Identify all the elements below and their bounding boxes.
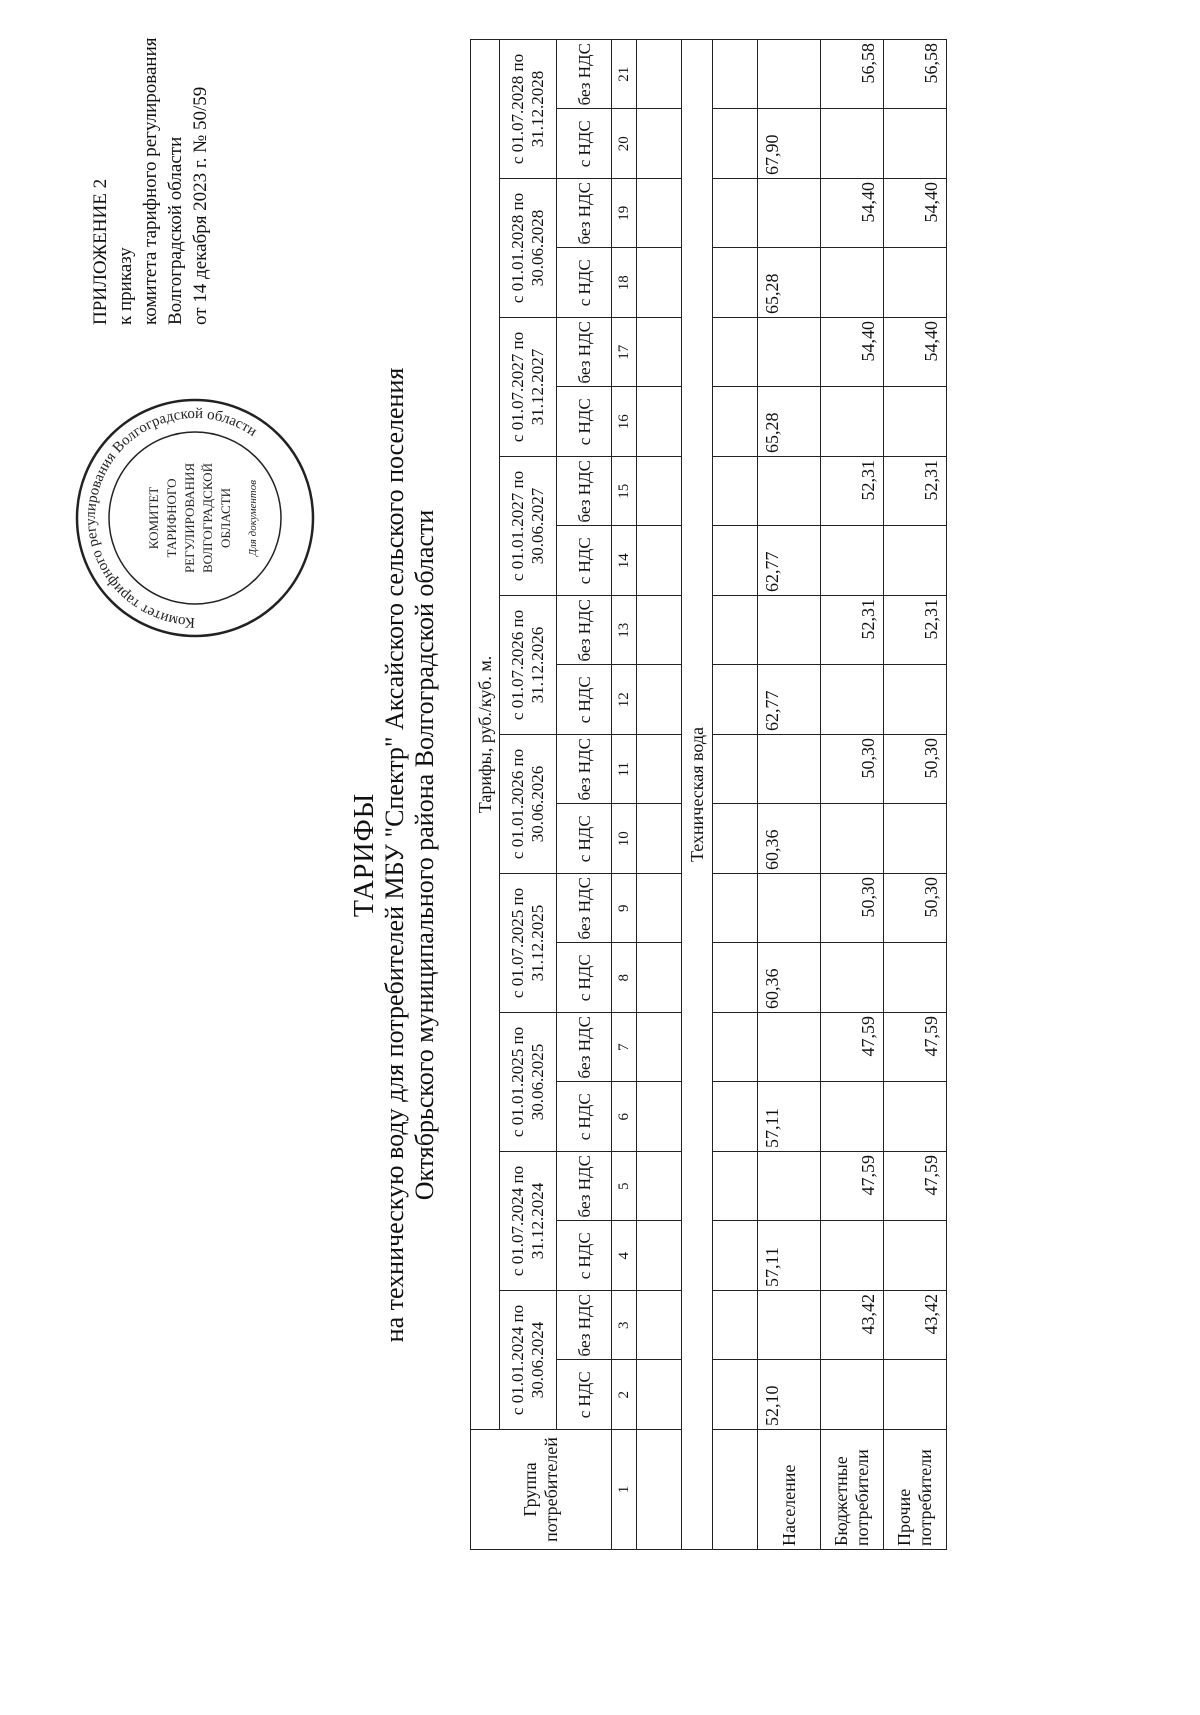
empty-cell [713,39,758,109]
consumer-group-name: Бюджетные потребители [821,1430,884,1550]
empty-cell [637,943,682,1013]
tariffs-table [470,39,947,1550]
tariff-without-vat: 47,59 [884,1013,947,1083]
tariff-with-vat: 62,77 [758,526,821,596]
column-number: 2 [612,1360,637,1430]
empty-cell [637,735,682,805]
tariff-with-vat: 62,77 [758,665,821,735]
column-number: 21 [612,39,637,109]
tariff-without-vat: 56,58 [821,39,884,109]
vat-with-header: с НДС [557,804,612,874]
vat-without-header: без НДС [557,179,612,249]
tariff-without-vat: 54,40 [884,179,947,249]
empty-cell [713,1291,758,1361]
empty-cell [713,1430,758,1550]
period-header: с 01.07.2027 по 31.12.2027 [500,318,557,457]
column-number: 11 [612,735,637,805]
tariff-without-vat [758,318,821,388]
tariff-without-vat [758,39,821,109]
tariff-with-vat: 57,11 [758,1082,821,1152]
period-header: с 01.07.2026 по 31.12.2026 [500,596,557,735]
column-number: 10 [612,804,637,874]
document-subtitle-line2: Октябрьского муниципального района Волгоградской области [410,509,439,1201]
empty-cell [713,943,758,1013]
tariff-without-vat: 50,30 [821,735,884,805]
tariff-without-vat [758,1291,821,1361]
tariff-without-vat [758,457,821,527]
empty-cell [637,1430,682,1550]
document-subtitle-line1: на техническую воду для потребителей МБУ "Спектр" Аксайского сельского поселения [380,367,409,1343]
empty-cell [637,526,682,596]
empty-cell [713,804,758,874]
tariff-with-vat [884,526,947,596]
empty-cell [713,457,758,527]
tariff-with-vat [884,1082,947,1152]
empty-cell [713,387,758,457]
vat-without-header: без НДС [557,39,612,109]
column-number: 14 [612,526,637,596]
empty-cell [637,248,682,318]
stamp-center-line: РЕГУЛИРОВАНИЯ [182,462,197,574]
tariff-without-vat: 52,31 [884,457,947,527]
empty-cell [637,318,682,388]
tariff-with-vat [884,665,947,735]
period-header: с 01.01.2028 по 30.06.2028 [500,179,557,318]
table-row [821,39,884,1549]
tariff-with-vat [821,526,884,596]
vat-without-header: без НДС [557,457,612,527]
tariff-with-vat [884,804,947,874]
tariff-with-vat [884,387,947,457]
column-number: 15 [612,457,637,527]
empty-cell [713,1013,758,1083]
section-row [682,39,713,1549]
table-header-row [471,39,500,1549]
appendix-line-order: к приказу [115,247,136,325]
tariff-without-vat [758,596,821,666]
column-number: 6 [612,1082,637,1152]
tariff-with-vat [884,1221,947,1291]
document-heading [350,195,440,1515]
tariff-with-vat [821,1360,884,1430]
period-header: с 01.01.2025 по 30.06.2025 [500,1013,557,1152]
tariff-with-vat [884,109,947,179]
period-header-row [500,39,557,1549]
vat-with-header: с НДС [557,1082,612,1152]
consumer-group-name: Прочие потребители [884,1430,947,1550]
tariff-without-vat: 50,30 [884,735,947,805]
vat-without-header: без НДС [557,1013,612,1083]
empty-cell [637,1013,682,1083]
stamp-center-line: ВОЛГОГРАДСКОЙ [200,463,215,573]
empty-cell [713,248,758,318]
tariff-with-vat: 52,10 [758,1360,821,1430]
column-number-row [612,39,637,1549]
column-number: 9 [612,874,637,944]
tariff-without-vat: 54,40 [884,318,947,388]
period-header: с 01.01.2027 по 30.06.2027 [500,457,557,596]
vat-with-header: с НДС [557,248,612,318]
table-row [758,39,821,1549]
column-number: 20 [612,109,637,179]
empty-cell [713,1152,758,1222]
vat-with-header: с НДС [557,1221,612,1291]
column-number: 19 [612,179,637,249]
empty-row [637,39,682,1549]
empty-cell [637,596,682,666]
column-number: 18 [612,248,637,318]
empty-cell [637,1221,682,1291]
vat-with-header: с НДС [557,665,612,735]
tariff-without-vat: 50,30 [884,874,947,944]
tariff-without-vat: 47,59 [821,1013,884,1083]
tariff-with-vat: 65,28 [758,387,821,457]
empty-cell [637,1360,682,1430]
column-number: 16 [612,387,637,457]
empty-row [713,39,758,1549]
tariff-without-vat [758,735,821,805]
vat-without-header: без НДС [557,735,612,805]
tariff-with-vat [821,943,884,1013]
tariff-with-vat [884,943,947,1013]
tariff-with-vat: 60,36 [758,804,821,874]
empty-cell [713,526,758,596]
empty-cell [637,1291,682,1361]
appendix-block [88,37,213,325]
tariff-with-vat [821,1221,884,1291]
period-header: с 01.07.2024 по 31.12.2024 [500,1152,557,1291]
vat-header-row [557,39,612,1549]
vat-without-header: без НДС [557,874,612,944]
column-number: 13 [612,596,637,666]
column-number: 5 [612,1152,637,1222]
tariff-with-vat: 67,90 [758,109,821,179]
vat-with-header: с НДС [557,526,612,596]
vat-without-header: без НДС [557,1291,612,1361]
appendix-line-date: от 14 декабря 2023 г. № 50/59 [190,86,211,325]
tariff-without-vat: 52,31 [821,596,884,666]
empty-cell [713,1082,758,1152]
table-row [884,39,947,1549]
tariff-without-vat [758,179,821,249]
tariff-without-vat: 47,59 [884,1152,947,1222]
tariff-with-vat: 57,11 [758,1221,821,1291]
tariff-with-vat [821,387,884,457]
tariff-with-vat [821,1082,884,1152]
empty-cell [637,1082,682,1152]
empty-cell [637,874,682,944]
stamp-center-line: ОБЛАСТИ [218,487,233,549]
tariff-with-vat [821,109,884,179]
empty-cell [637,457,682,527]
column-number: 12 [612,665,637,735]
tariff-without-vat: 54,40 [821,179,884,249]
tariff-without-vat: 56,58 [884,39,947,109]
stamp-center-line: ТАРИФНОГО [164,478,179,558]
vat-with-header: с НДС [557,943,612,1013]
empty-cell [713,874,758,944]
appendix-line-committee: комитета тарифного регулирования [140,37,161,325]
column-number: 8 [612,943,637,1013]
empty-cell [637,1152,682,1222]
tariff-without-vat: 50,30 [821,874,884,944]
empty-cell [713,596,758,666]
empty-cell [713,179,758,249]
tariff-with-vat [821,804,884,874]
tariff-with-vat [821,665,884,735]
tariff-without-vat: 47,59 [821,1152,884,1222]
tariff-without-vat: 43,42 [821,1291,884,1361]
document-title: ТАРИФЫ [349,792,380,918]
tariff-with-vat [884,248,947,318]
period-header: с 01.01.2026 по 30.06.2026 [500,735,557,874]
tariffs-header: Тарифы, руб./куб. м. [471,39,500,1429]
vat-with-header: с НДС [557,387,612,457]
vat-with-header: с НДС [557,1360,612,1430]
vat-without-header: без НДС [557,596,612,666]
empty-cell [637,109,682,179]
period-header: с 01.07.2025 по 31.12.2025 [500,874,557,1013]
tariff-without-vat: 43,42 [884,1291,947,1361]
empty-cell [637,665,682,735]
vat-without-header: без НДС [557,318,612,388]
column-number: 17 [612,318,637,388]
vat-without-header: без НДС [557,1152,612,1222]
tariff-without-vat [758,1152,821,1222]
tariff-with-vat [884,1360,947,1430]
empty-cell [713,735,758,805]
tariff-with-vat: 65,28 [758,248,821,318]
group-column-header: Группа потребителей [471,1430,612,1550]
empty-cell [713,1221,758,1291]
vat-with-header: с НДС [557,109,612,179]
stamp-bottom-text: Для документов [247,479,259,557]
tariff-without-vat [758,874,821,944]
appendix-title: ПРИЛОЖЕНИЕ 2 [90,178,111,325]
column-number: 1 [612,1430,637,1550]
official-stamp-seal [70,393,320,643]
section-label: Техническая вода [682,39,713,1549]
tariff-with-vat: 60,36 [758,943,821,1013]
empty-cell [713,318,758,388]
empty-cell [637,387,682,457]
empty-cell [637,179,682,249]
empty-cell [637,804,682,874]
column-number: 7 [612,1013,637,1083]
stamp-center-line: КОМИТЕТ [146,486,161,550]
consumer-group-name: Население [758,1430,821,1550]
period-header: с 01.01.2024 по 30.06.2024 [500,1291,557,1430]
appendix-line-region: Волгоградской области [165,136,186,325]
tariff-without-vat: 54,40 [821,318,884,388]
tariff-without-vat: 52,31 [884,596,947,666]
column-number: 4 [612,1221,637,1291]
tariff-without-vat [758,1013,821,1083]
tariff-without-vat: 52,31 [821,457,884,527]
empty-cell [713,1360,758,1430]
empty-cell [713,109,758,179]
tariff-with-vat [821,248,884,318]
period-header: с 01.07.2028 по 31.12.2028 [500,39,557,178]
column-number: 3 [612,1291,637,1361]
stamp-ring-text: Комитет тарифного регулирования Волгоградской области [82,405,260,631]
empty-cell [713,665,758,735]
empty-cell [637,39,682,109]
